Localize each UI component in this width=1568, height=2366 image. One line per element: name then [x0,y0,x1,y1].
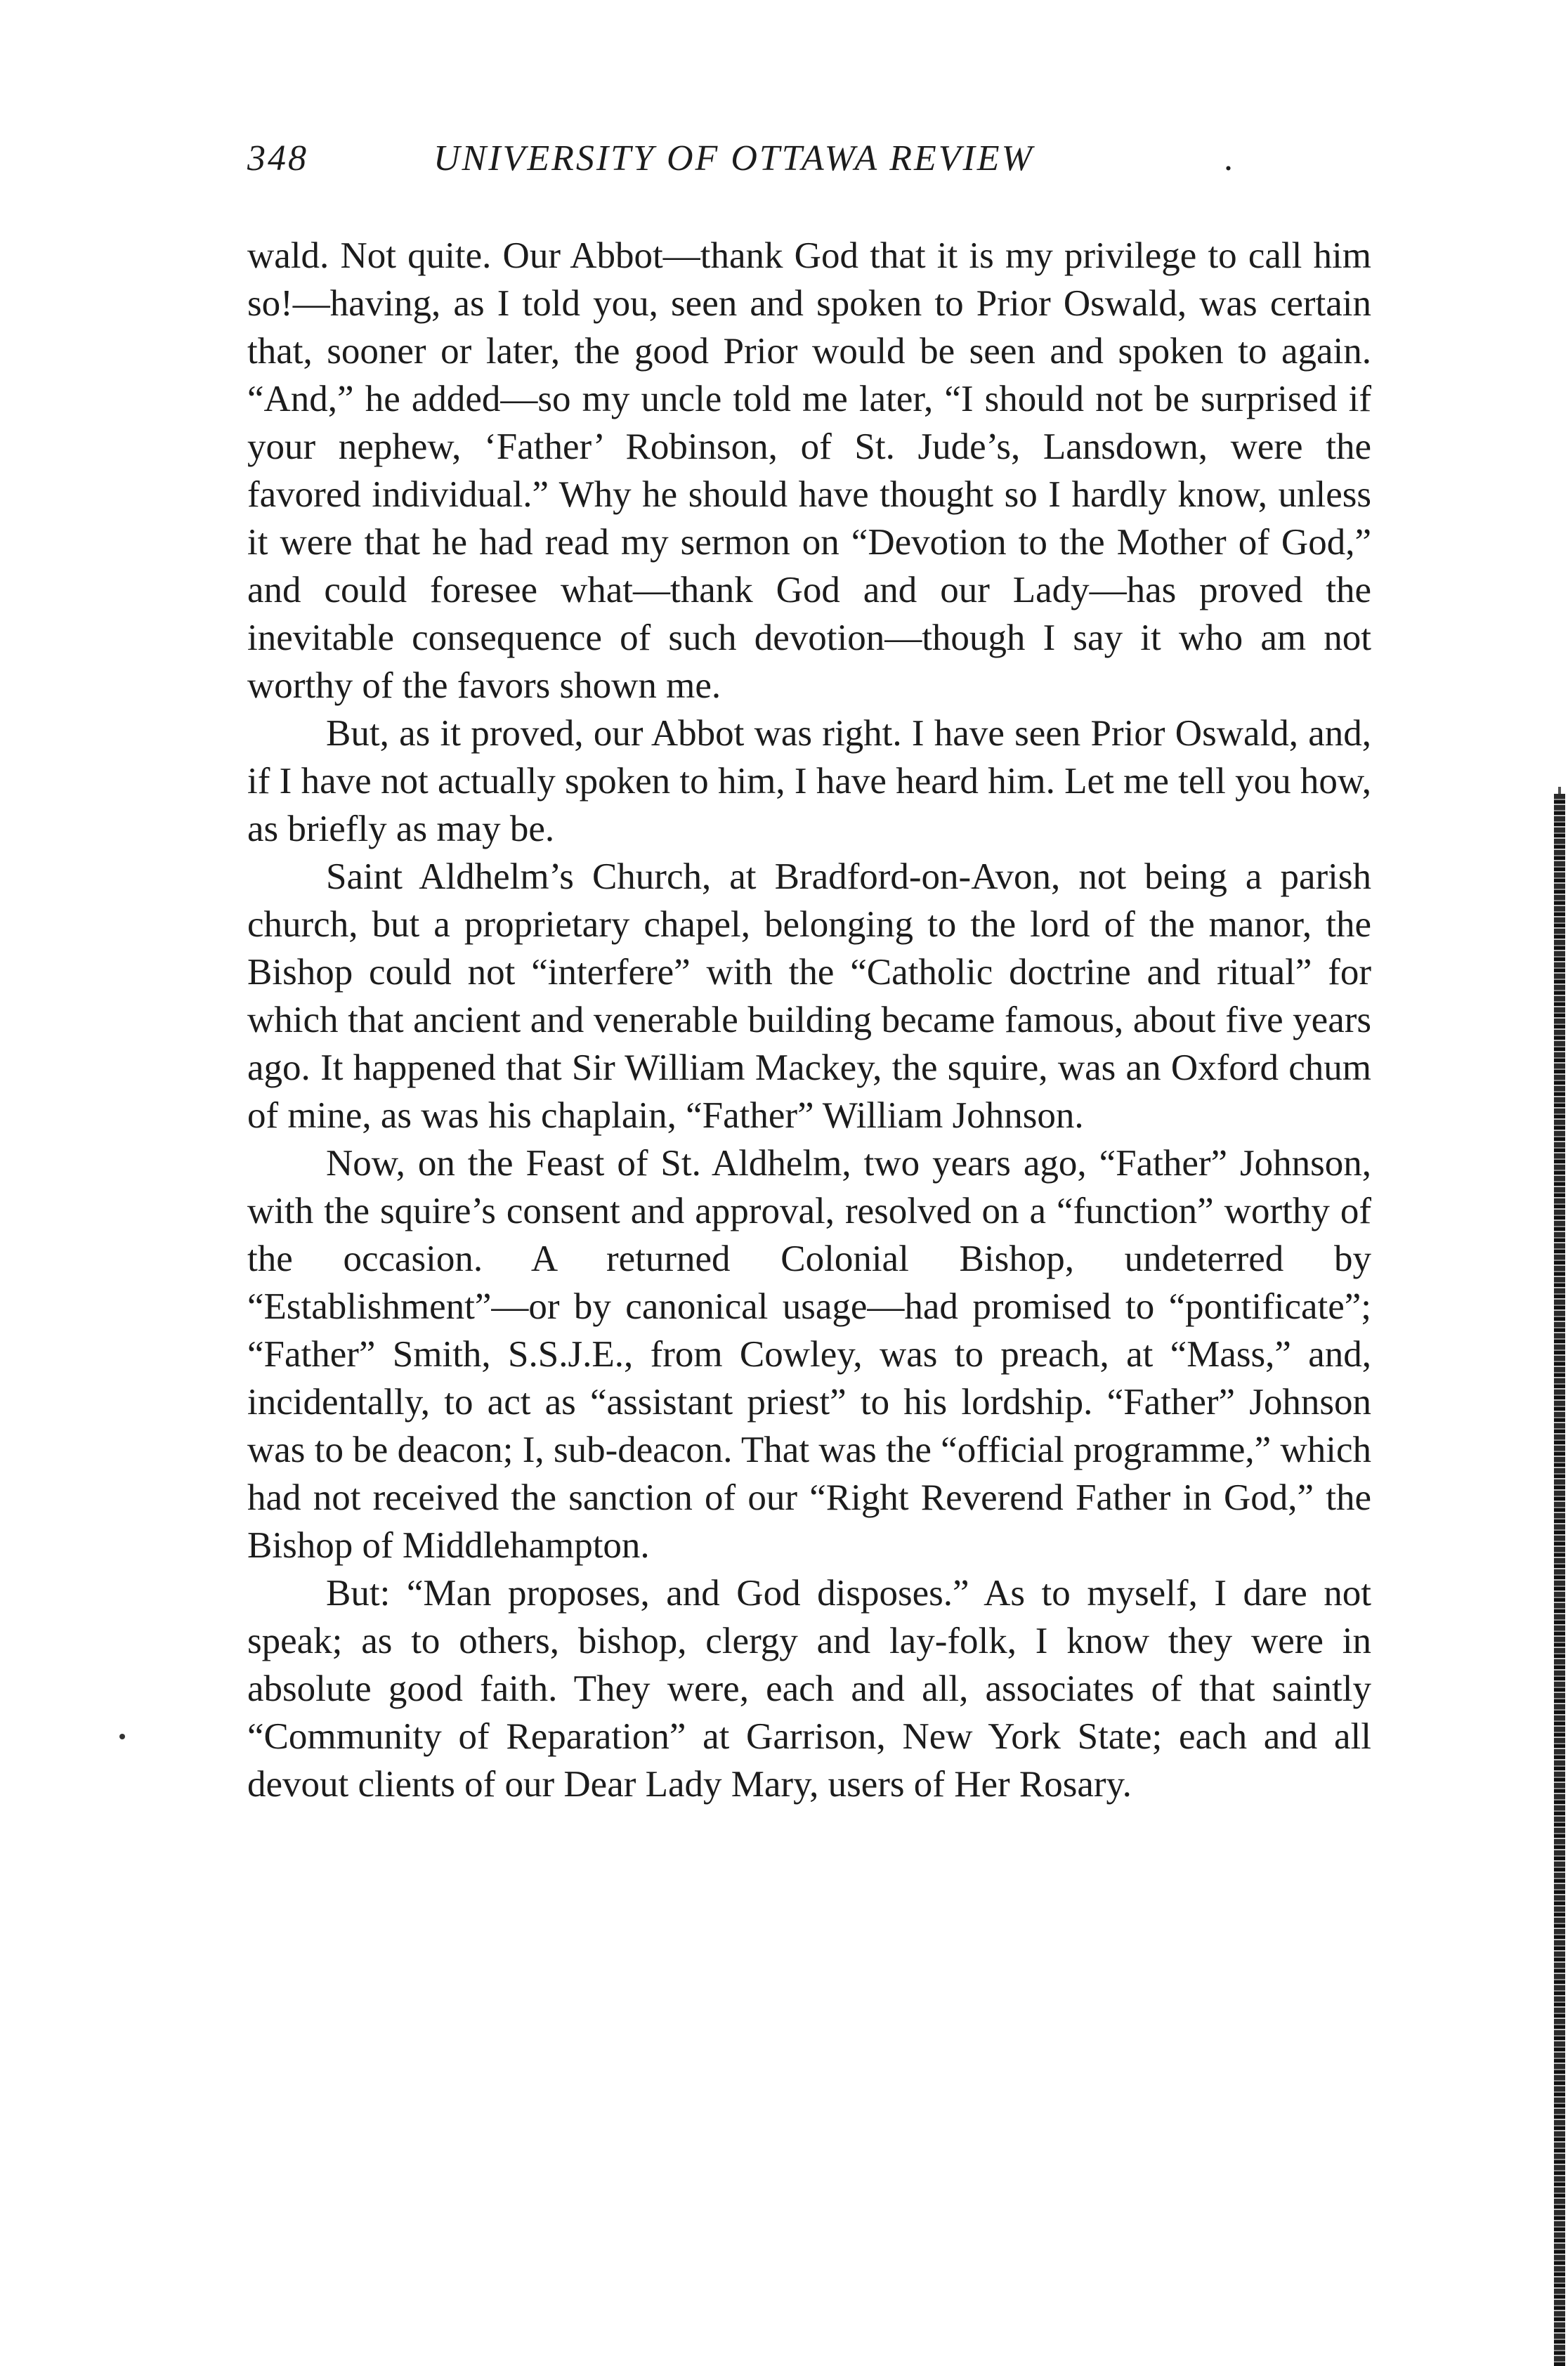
paragraph-4: Now, on the Feast of St. Aldhelm, two years ago, “Father” Johnson, with the squire’s consent and approval, resolved on a “function” worthy of the occasion. A returned Colonial Bishop, undeterred by “Establishment”—or by canonical usage—had promised to “pontificate”; “Father” Smith, S.S.J.E., from Cowley, was to preach, at “Mass,” and, incidentally, to act as “assistant priest” to his lordship. “Father” Johnson was to be deacon; I, sub-deacon. That was the “official programme,” which had not received the sanction of our “Right Reverend Father in God,” the Bishop of Middlehampton. [247,1143,1371,1566]
header-trailing-mark: . [1224,138,1235,178]
paragraph-3: Saint Aldhelm’s Church, at Bradford-on-Avon, not being a parish church, but a proprietary chapel, belonging to the lord of the manor, the Bishop could not “interfere” with the “Catholic doctrine and ritual” for which that ancient and venerable building became famous, about five years ago. It happened that Sir William Mackey, the squire, was an Oxford chum of mine, as was his chaplain, “Father” William Johnson. [247,856,1371,1136]
scanned-page-edge [1554,794,1565,2366]
article-body [247,232,1371,1808]
paragraph-5: But: “Man proposes, and God disposes.” As to myself, I dare not speak; as to others, bishop, clergy and lay-folk, I know they were in absolute good faith. They were, each and all, associates of that saintly “Community of Reparation” at Garrison, New York State; each and all devout clients of our Dear Lady Mary, users of Her Rosary. [247,1573,1371,1805]
page-number: 348 [247,138,308,178]
journal-title: UNIVERSITY OF OTTAWA REVIEW [433,138,1034,178]
running-header [247,138,1245,194]
scan-speck [119,1734,125,1739]
paragraph-1: wald. Not quite. Our Abbot—thank God that it is my privilege to call him so!—having, as I told you, seen and spoken to Prior Oswald, was certain that, sooner or later, the good Prior would be seen and spoken to again. “And,” he added—so my uncle told me later, “I should not be surprised if your nephew, ‘Father’ Robinson, of St. Jude’s, Lansdown, were the favored individual.” Why he should have thought so I hardly know, unless it were that he had read my sermon on “Devotion to the Mother of God,” and could foresee what—thank God and our Lady—has proved the inevitable consequence of such devotion—though I say it who am not worthy of the favors shown me. [247,235,1371,706]
paragraph-2: But, as it proved, our Abbot was right. I have seen Prior Oswald, and, if I have not actually spoken to him, I have heard him. Let me tell you how, as briefly as may be. [247,713,1371,849]
